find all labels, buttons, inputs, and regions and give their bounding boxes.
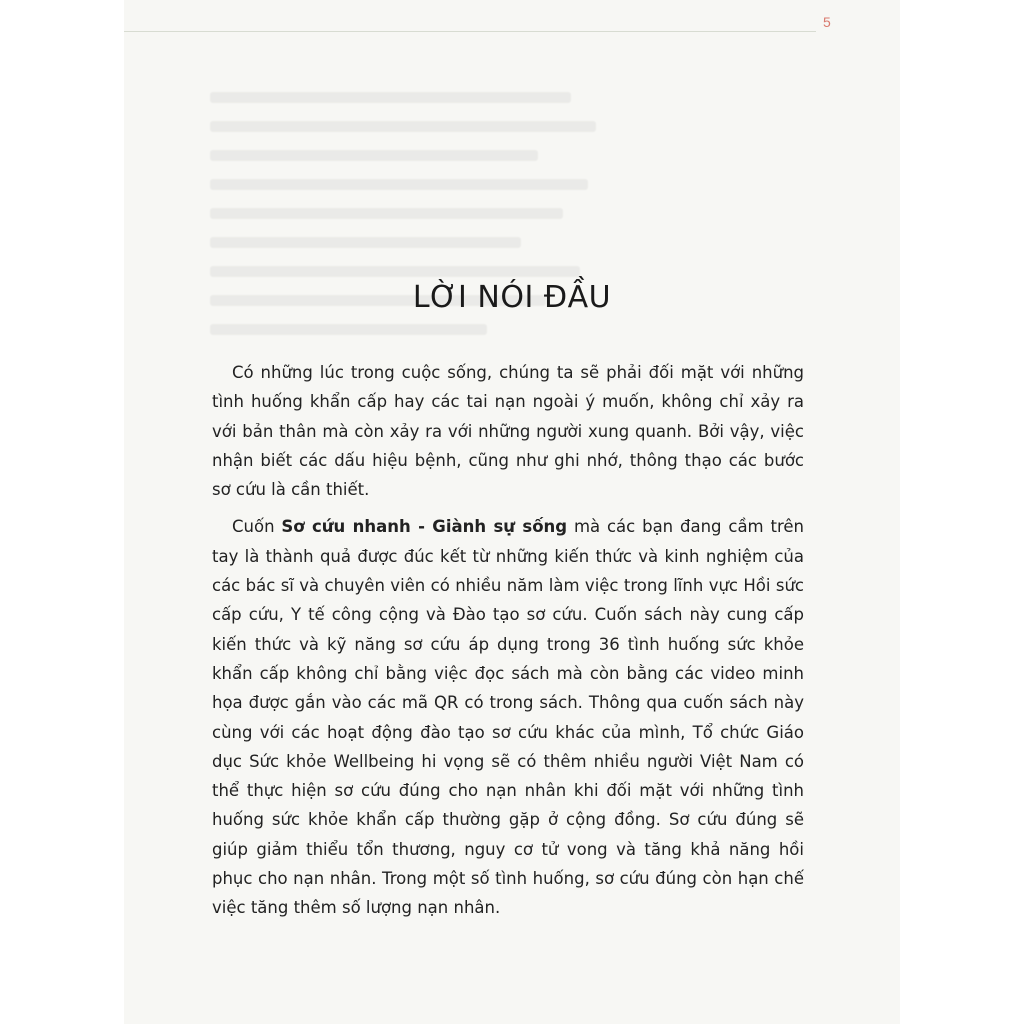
paragraph-2-body: mà các bạn đang cầm trên tay là thành quả được đúc kết từ những kiến thức và kinh nghiệm của các bác sĩ và chuyên viên có nhiều năm làm việc trong lĩnh vực Hồi sức cấp cứu, Y tế công cộng và Đào tạo sơ cứu. Cuốn sách này cung cấp kiến thức và kỹ năng sơ cứu áp dụng trong 36 tình huống sức khỏe khẩn cấp không chỉ bằng việc đọc sách mà còn bằng các video minh họa được gắn vào các mã QR có trong sách. Thông qua cuốn sách này cùng với các hoạt động đào tạo sơ cứu khác của mình, Tổ chức Giáo dục Sức khỏe Wellbeing hi vọng sẽ có thêm nhiều người Việt Nam có thể thực hiện sơ cứu đúng cho nạn nhân khi đối mặt với những tình huống sức khỏe khẩn cấp thường gặp ở cộng đồng. Sơ cứu đúng sẽ giúp giảm thiểu tổn thương, nguy cơ tử vong và tăng khả năng hồi phục cho nạn nhân. Trong một số tình huống, sơ cứu đúng còn hạn chế việc tăng thêm số lượng nạn nhân.: [212, 517, 804, 918]
paragraph-2: [212, 512, 804, 922]
body-text: [212, 358, 804, 931]
paragraph-2-lead: Cuốn: [232, 517, 282, 537]
header-rule: [124, 31, 816, 32]
page-number: 5: [823, 14, 831, 30]
book-title: Sơ cứu nhanh - Giành sự sống: [281, 517, 568, 537]
page-title: LỜI NÓI ĐẦU: [412, 280, 612, 315]
paragraph-1: Có những lúc trong cuộc sống, chúng ta sẽ phải đối mặt với những tình huống khẩn cấp hay các tai nạn ngoài ý muốn, không chỉ xảy ra với bản thân mà còn xảy ra với những người xung quanh. Bởi vậy, việc nhận biết các dấu hiệu bệnh, cũng như ghi nhớ, thông thạo các bước sơ cứu là cần thiết.: [212, 363, 804, 500]
book-page: [124, 0, 900, 1024]
